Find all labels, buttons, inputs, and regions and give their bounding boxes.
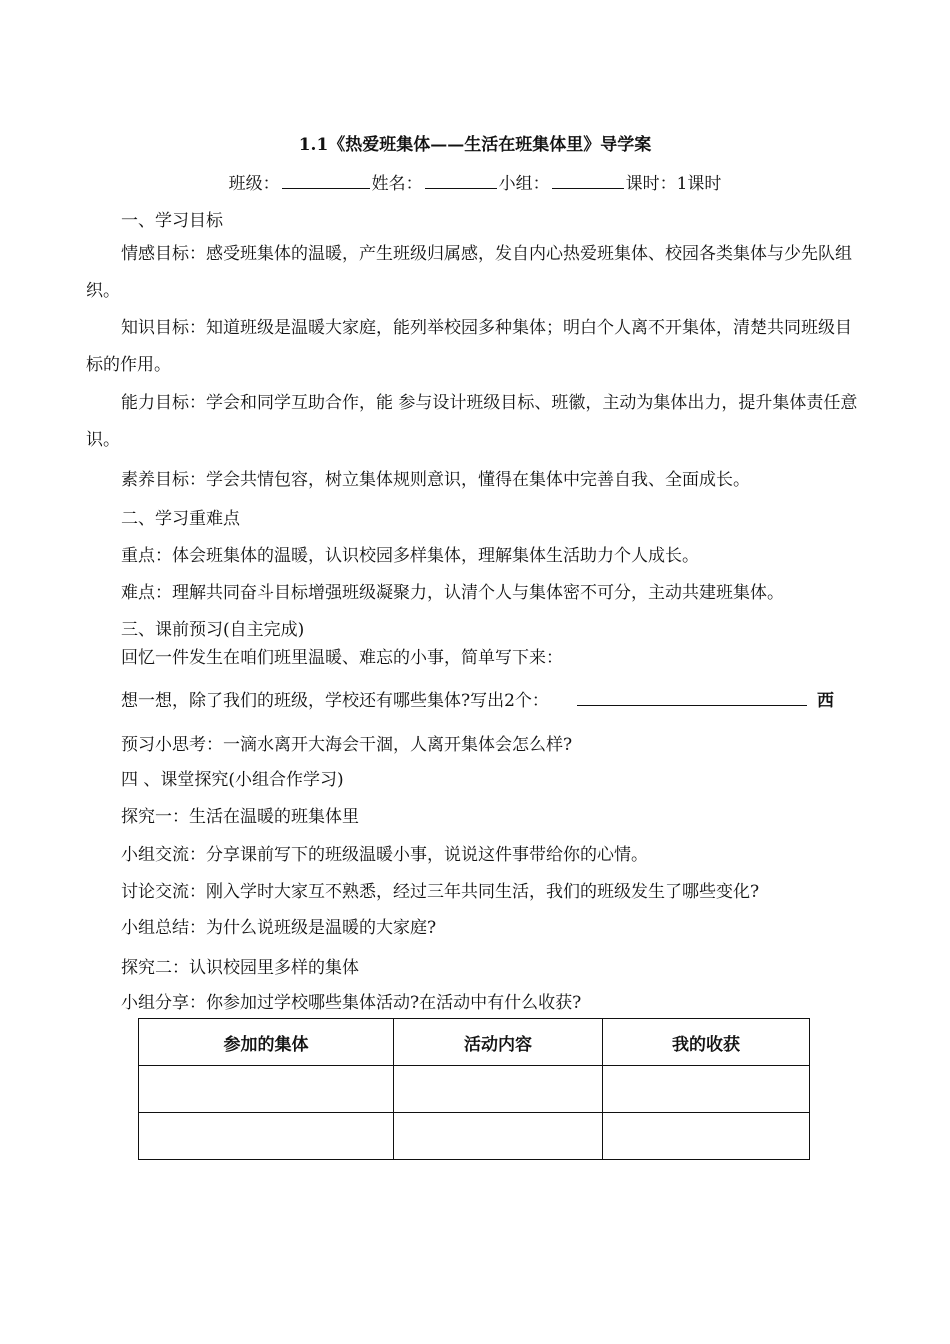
think-prompt-line bbox=[121, 686, 901, 711]
table-header-row bbox=[139, 1019, 810, 1066]
table-cell[interactable] bbox=[603, 1066, 810, 1113]
table-row bbox=[139, 1113, 810, 1160]
ability-goal: 能力目标：学会和同学互助合作，能 参与设计班级目标、班徽，主动为集体出力，提升集体责任意识。 bbox=[86, 393, 858, 450]
activity-table bbox=[138, 1018, 810, 1160]
table-cell[interactable] bbox=[394, 1066, 603, 1113]
discussion: 讨论交流：刚入学时大家互不熟悉，经过三年共同生活，我们的班级发生了哪些变化? bbox=[121, 882, 760, 902]
header-collective: 参加的集体 bbox=[139, 1019, 394, 1066]
table-cell[interactable] bbox=[603, 1113, 810, 1160]
class-blank[interactable] bbox=[282, 170, 370, 189]
explore-one-title: 探究一：生活在温暖的班集体里 bbox=[121, 807, 359, 827]
class-label: 班级： bbox=[228, 174, 280, 194]
group-share: 小组分享：你参加过学校哪些集体活动?在活动中有什么收获? bbox=[121, 993, 582, 1013]
name-blank[interactable] bbox=[425, 170, 497, 189]
section-heading-key-points: 二、学习重难点 bbox=[121, 509, 240, 529]
think-tail: 西 bbox=[816, 691, 834, 711]
group-summary: 小组总结：为什么说班级是温暖的大家庭? bbox=[121, 918, 437, 938]
name-label: 姓名： bbox=[371, 174, 423, 194]
header-activity: 活动内容 bbox=[394, 1019, 603, 1066]
explore-two-title: 探究二：认识校园里多样的集体 bbox=[121, 958, 359, 978]
difficult-point: 难点：理解共同奋斗目标增强班级凝聚力，认清个人与集体密不可分，主动共建班集体。 bbox=[121, 583, 784, 603]
knowledge-goal: 知识目标：知道班级是温暖大家庭，能列举校园多种集体；明白个人离不开集体，清楚共同班级目标的作用。 bbox=[86, 318, 852, 375]
group-label: 小组： bbox=[498, 174, 550, 194]
table-row bbox=[139, 1066, 810, 1113]
student-info-line bbox=[0, 169, 950, 194]
section-heading-explore: 四 、课堂探究(小组合作学习) bbox=[121, 770, 344, 790]
section-heading-preview: 三、课前预习(自主完成) bbox=[121, 620, 305, 640]
table-cell[interactable] bbox=[139, 1113, 394, 1160]
table-cell[interactable] bbox=[139, 1066, 394, 1113]
group-exchange: 小组交流：分享课前写下的班级温暖小事，说说这件事带给你的心情。 bbox=[121, 845, 648, 865]
table-cell[interactable] bbox=[394, 1113, 603, 1160]
section-heading-goals: 一、学习目标 bbox=[121, 211, 223, 231]
recall-prompt: 回忆一件发生在咱们班里温暖、难忘的小事，简单写下来： bbox=[121, 648, 563, 668]
period-label: 课时：1课时 bbox=[625, 174, 722, 194]
literacy-goal: 素养目标：学会共情包容，树立集体规则意识，懂得在集体中完善自我、全面成长。 bbox=[121, 470, 750, 490]
preview-question: 预习小思考：一滴水离开大海会干涸，人离开集体会怎么样? bbox=[121, 735, 573, 755]
document-title: 1.1《热爱班集体——生活在班集体里》导学案 bbox=[298, 135, 652, 155]
header-gain: 我的收获 bbox=[603, 1019, 810, 1066]
think-prompt: 想一想，除了我们的班级，学校还有哪些集体?写出2个： bbox=[121, 691, 549, 711]
emotion-goal: 情感目标：感受班集体的温暖，产生班级归属感，发自内心热爱班集体、校园各类集体与少先队组织。 bbox=[86, 244, 852, 301]
key-point: 重点：体会班集体的温暖，认识校园多样集体，理解集体生活助力个人成长。 bbox=[121, 546, 699, 566]
think-answer-blank[interactable] bbox=[577, 687, 807, 706]
group-blank[interactable] bbox=[552, 170, 624, 189]
